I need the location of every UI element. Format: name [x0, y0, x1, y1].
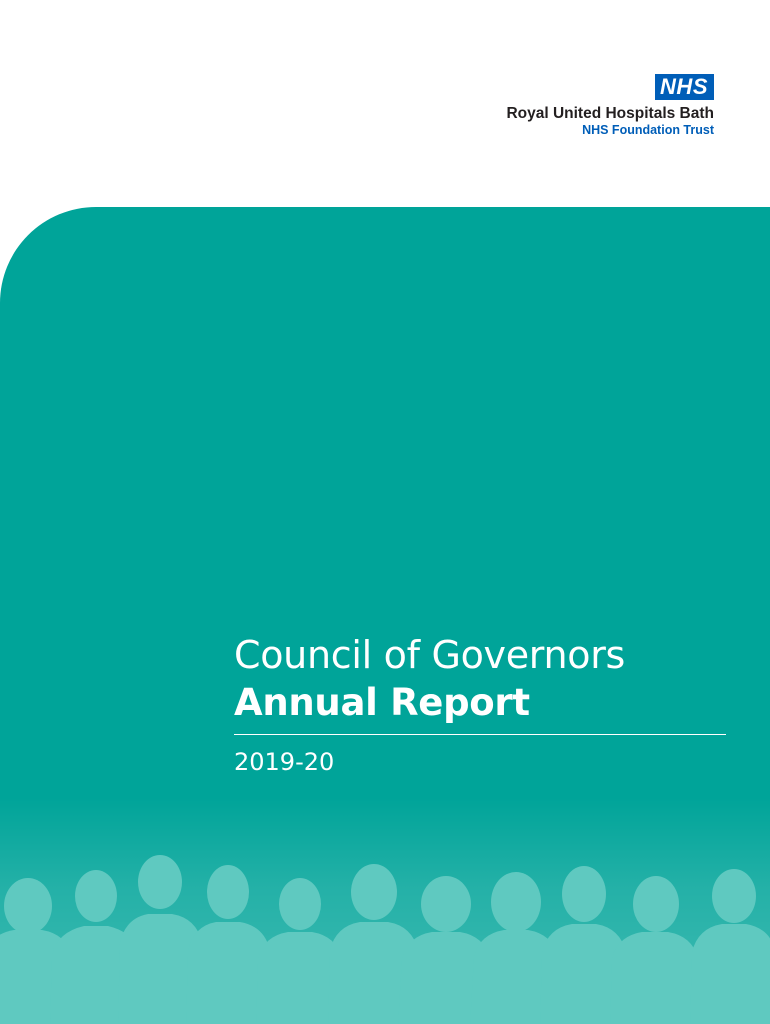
title-divider	[234, 734, 726, 735]
title-block	[234, 632, 726, 777]
organisation-name: Royal United Hospitals Bath	[506, 105, 714, 122]
page-subtitle: Annual Report	[234, 681, 530, 724]
people-illustration	[0, 846, 770, 1024]
organisation-type: NHS Foundation Trust	[582, 123, 714, 137]
nhs-badge: NHS	[655, 74, 714, 100]
report-year: 2019-20	[234, 748, 335, 776]
person-icon	[690, 869, 770, 1024]
nhs-logo	[506, 74, 714, 138]
page-title: Council of Governors	[234, 633, 626, 677]
person-glasses-icon	[610, 876, 700, 1024]
